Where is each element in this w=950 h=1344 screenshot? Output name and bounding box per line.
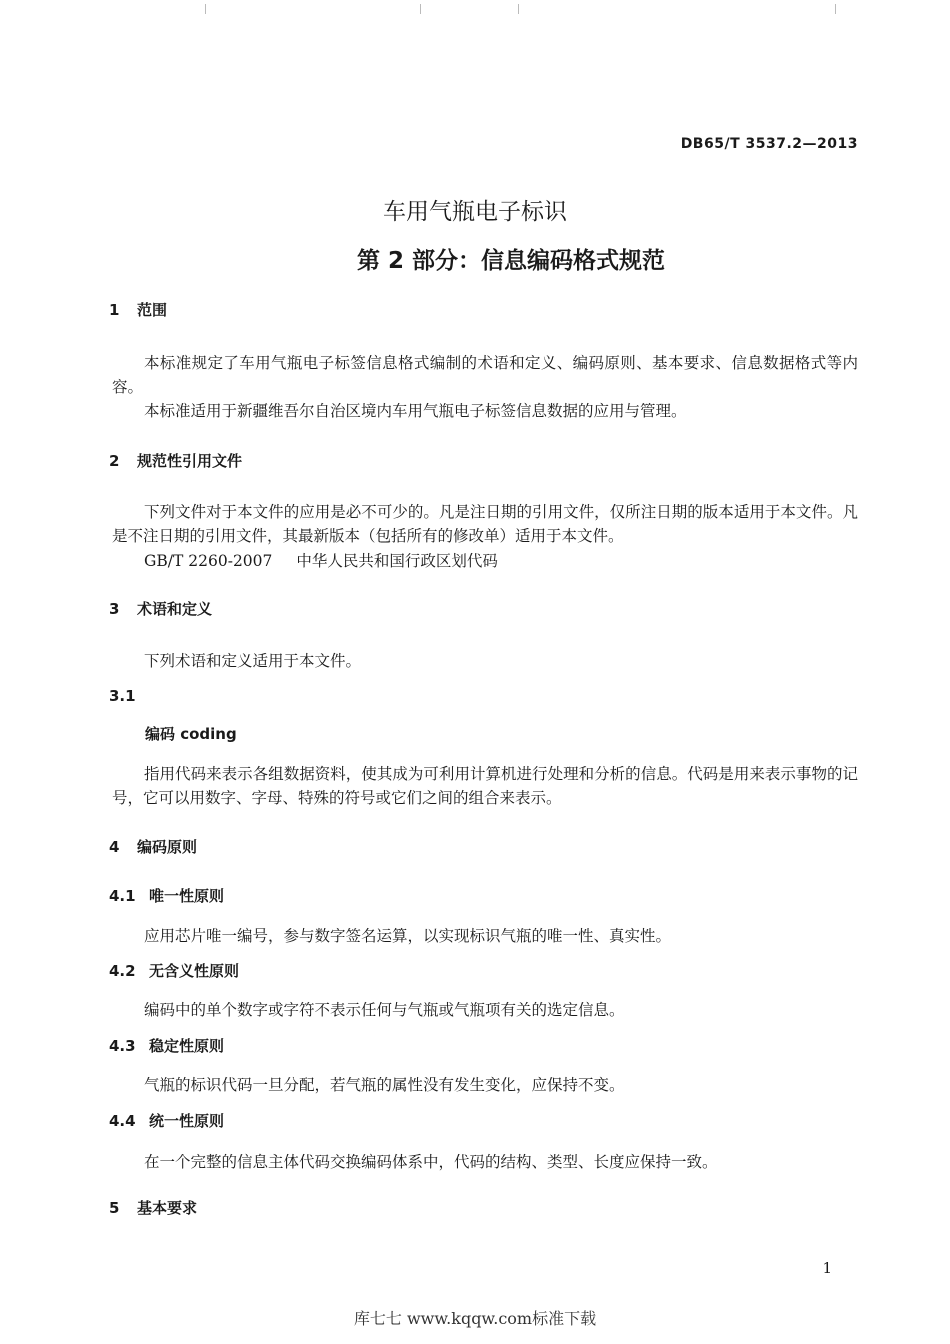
section-4-heading	[109, 836, 197, 857]
section-title: 基本要求	[137, 1199, 198, 1217]
scan-artifact	[518, 4, 519, 14]
standard-number: DB65/T 3537.2—2013	[680, 136, 858, 152]
section-1-body	[112, 351, 858, 423]
section-2-body	[112, 500, 858, 548]
section-4-2-text: 编码中的单个数字或字符不表示任何与气瓶或气瓶项有关的选定信息。	[144, 1001, 625, 1019]
section-4-4-text: 在一个完整的信息主体代码交换编码体系中，代码的结构、类型、长度应保持一致。	[144, 1153, 718, 1171]
section-title: 无含义性原则	[149, 962, 240, 980]
section-title: 范围	[137, 301, 168, 319]
reference-code: GB/T 2260-2007	[144, 552, 273, 570]
section-number: 4.3	[109, 1037, 136, 1055]
section-title: 规范性引用文件	[137, 452, 243, 470]
section-number: 1	[109, 301, 120, 319]
section-3-intro: 下列术语和定义适用于本文件。	[144, 652, 362, 670]
section-number: 3	[109, 600, 120, 618]
section-1-heading	[109, 299, 167, 320]
section-title: 编码原则	[137, 838, 198, 856]
paragraph: 本标准适用于新疆维吾尔自治区境内车用气瓶电子标签信息数据的应用与管理。	[144, 402, 687, 420]
term-3-1-definition	[112, 762, 858, 810]
paragraph: 指用代码来表示各组数据资料，使其成为可利用计算机进行处理和分析的信息。代码是用来表示事物的记号，它可以用数字、字母、特殊的符号或它们之间的组合来表示。	[112, 765, 858, 807]
section-2-heading	[109, 450, 242, 471]
term-3-1-number: 3.1	[109, 687, 136, 705]
section-number: 2	[109, 452, 120, 470]
section-4-4-heading	[109, 1110, 224, 1131]
section-4-1-heading	[109, 885, 224, 906]
section-title: 唯一性原则	[149, 887, 225, 905]
section-title: 统一性原则	[149, 1112, 225, 1130]
section-number: 4.4	[109, 1112, 136, 1130]
section-4-3-text: 气瓶的标识代码一旦分配，若气瓶的属性没有发生变化，应保持不变。	[144, 1076, 625, 1094]
section-number: 5	[109, 1199, 120, 1217]
section-5-heading	[109, 1197, 197, 1218]
section-3-heading	[109, 598, 212, 619]
scan-artifact	[835, 4, 836, 14]
document-subtitle: 第 2 部分：信息编码格式规范	[356, 248, 666, 274]
scan-artifact	[420, 4, 421, 14]
section-4-2-heading	[109, 960, 239, 981]
section-4-3-heading	[109, 1035, 224, 1056]
paragraph: 本标准规定了车用气瓶电子标签信息格式编制的术语和定义、编码原则、基本要求、信息数据格式等内容。	[112, 354, 858, 396]
section-number: 4.1	[109, 887, 136, 905]
page-number: 1	[822, 1259, 832, 1277]
document-title: 车用气瓶电子标识	[383, 199, 567, 225]
normative-reference	[144, 549, 498, 571]
reference-title: 中华人民共和国行政区划代码	[296, 552, 498, 570]
section-number: 4	[109, 838, 120, 856]
paragraph: 下列文件对于本文件的应用是必不可少的。凡是注日期的引用文件，仅所注日期的版本适用于本文件。凡是不注日期的引用文件，其最新版本（包括所有的修改单）适用于本文件。	[112, 503, 858, 545]
footer-watermark: 库七七 www.kqqw.com标准下载	[353, 1309, 597, 1328]
section-number: 4.2	[109, 962, 136, 980]
scan-artifact	[205, 4, 206, 14]
section-4-1-text: 应用芯片唯一编号，参与数字签名运算，以实现标识气瓶的唯一性、真实性。	[144, 927, 672, 945]
term-3-1-name: 编码 coding	[145, 725, 237, 743]
section-title: 稳定性原则	[149, 1037, 225, 1055]
section-title: 术语和定义	[137, 600, 213, 618]
